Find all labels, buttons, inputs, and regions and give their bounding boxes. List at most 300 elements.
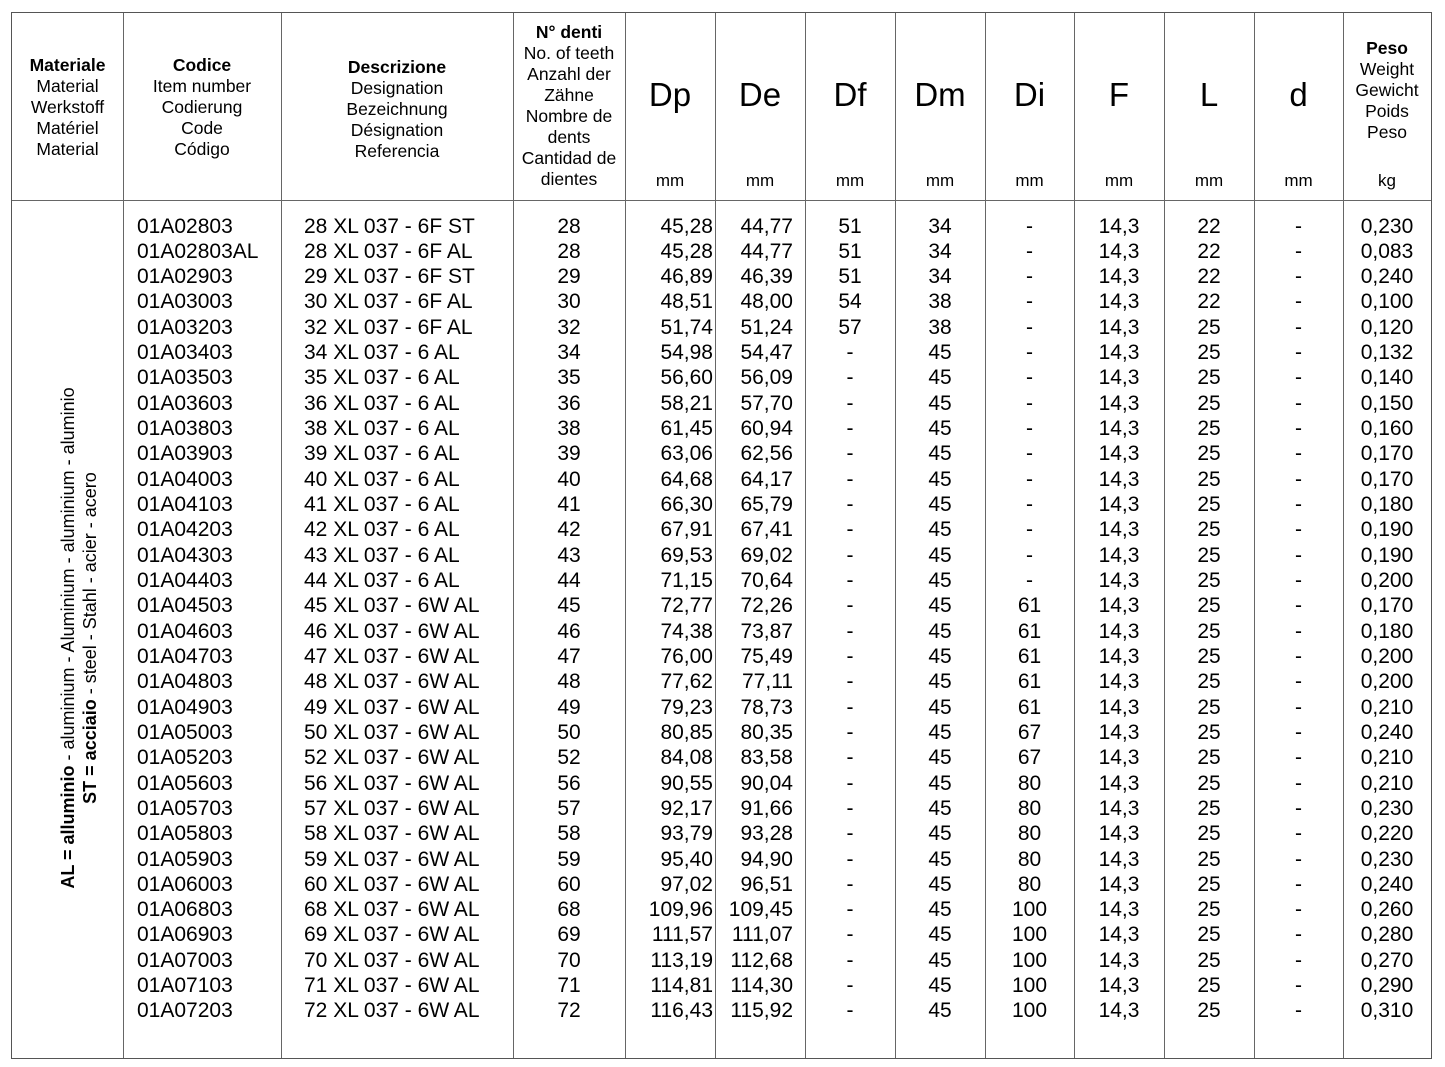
cell-de: 91,66 — [740, 796, 793, 820]
cell-di: - — [1026, 518, 1033, 542]
header-dm: Dm mm — [914, 76, 966, 190]
cell-dm: 45 — [928, 518, 952, 542]
cell-f: 14,3 — [1098, 341, 1140, 365]
cell-l: 25 — [1197, 948, 1221, 972]
header-di: Di mm — [1013, 76, 1046, 190]
header-line: Materiale — [29, 55, 106, 75]
cell-f: 14,3 — [1098, 265, 1140, 289]
cell-de: 77,11 — [742, 670, 793, 694]
cell-f: 14,3 — [1098, 594, 1140, 618]
cell-codice: 01A04203 — [137, 518, 233, 542]
cell-descrizione: 70 XL 037 - 6W AL — [304, 948, 480, 972]
cell-dm: 45 — [928, 417, 952, 441]
cell-de: 56,09 — [740, 366, 793, 390]
cell-peso: 0,120 — [1360, 315, 1414, 339]
cell-f: 14,3 — [1098, 239, 1140, 263]
cell-f: 14,3 — [1098, 872, 1140, 896]
cell-d: - — [1295, 315, 1302, 339]
cell-f: 14,3 — [1098, 543, 1140, 567]
cell-de: 57,70 — [740, 391, 793, 415]
cell-d: - — [1295, 467, 1302, 491]
cell-df: - — [846, 391, 854, 415]
cell-codice: 01A04503 — [137, 594, 233, 618]
cell-de: 75,49 — [740, 644, 793, 668]
cell-codice: 01A03903 — [137, 442, 233, 466]
cell-dp: 109,96 — [648, 898, 713, 922]
cell-denti: 40 — [557, 467, 581, 491]
cell-d: - — [1295, 442, 1302, 466]
cell-descrizione: 28 XL 037 - 6F ST — [304, 214, 475, 238]
cell-codice: 01A04803 — [137, 670, 233, 694]
cell-d: - — [1295, 518, 1302, 542]
cell-dm: 45 — [928, 822, 952, 846]
header-line: Bezeichnung — [346, 99, 448, 119]
cell-dm: 45 — [928, 619, 952, 643]
cell-codice: 01A07203 — [137, 999, 233, 1023]
cell-dm: 38 — [928, 290, 952, 314]
cell-f: 14,3 — [1098, 518, 1140, 542]
cell-d: - — [1295, 974, 1302, 998]
cell-descrizione: 44 XL 037 - 6 AL — [304, 568, 460, 592]
cell-dp: 79,23 — [660, 695, 713, 719]
cell-df: - — [846, 974, 854, 998]
cell-codice: 01A04403 — [137, 568, 233, 592]
cell-de: 44,77 — [740, 214, 793, 238]
cell-f: 14,3 — [1098, 366, 1140, 390]
cell-d: - — [1295, 417, 1302, 441]
cell-de: 83,58 — [740, 746, 793, 770]
cell-descrizione: 43 XL 037 - 6 AL — [304, 543, 460, 567]
cell-dp: 58,21 — [660, 391, 713, 415]
cell-denti: 41 — [557, 493, 581, 517]
cell-l: 25 — [1197, 847, 1221, 871]
cell-d: - — [1295, 644, 1302, 668]
cell-peso: 0,220 — [1360, 822, 1414, 846]
header-line: Peso — [1366, 38, 1408, 58]
cell-codice: 01A07103 — [137, 974, 233, 998]
cell-descrizione: 42 XL 037 - 6 AL — [304, 518, 460, 542]
cell-df: - — [846, 644, 854, 668]
cell-codice: 01A06903 — [137, 923, 233, 947]
cell-descrizione: 57 XL 037 - 6W AL — [304, 796, 480, 820]
cell-peso: 0,280 — [1360, 923, 1414, 947]
cell-d: - — [1295, 265, 1302, 289]
cell-di: 61 — [1017, 644, 1042, 668]
cell-f: 14,3 — [1098, 493, 1140, 517]
cell-dp: 74,38 — [660, 619, 713, 643]
cell-d: - — [1295, 720, 1302, 744]
cell-dm: 45 — [928, 543, 952, 567]
cell-de: 69,02 — [740, 543, 793, 567]
cell-l: 25 — [1197, 644, 1221, 668]
cell-denti: 70 — [557, 948, 581, 972]
cell-dp: 45,28 — [660, 214, 713, 238]
cell-dm: 45 — [928, 720, 952, 744]
cell-d: - — [1295, 619, 1302, 643]
cell-codice: 01A07003 — [137, 948, 233, 972]
cell-descrizione: 34 XL 037 - 6 AL — [304, 341, 460, 365]
cell-codice: 01A02803AL — [137, 239, 259, 263]
cell-di: 67 — [1017, 720, 1042, 744]
cell-df: - — [846, 417, 854, 441]
cell-f: 14,3 — [1098, 568, 1140, 592]
cell-peso: 0,140 — [1360, 366, 1414, 390]
cell-codice: 01A04003 — [137, 467, 233, 491]
cell-df: - — [846, 822, 854, 846]
header-line: Werkstoff — [30, 97, 105, 117]
cell-codice: 01A05003 — [137, 720, 233, 744]
header-line: Item number — [152, 76, 252, 96]
cell-descrizione: 50 XL 037 - 6W AL — [304, 720, 480, 744]
cell-descrizione: 72 XL 037 - 6W AL — [304, 999, 480, 1023]
header-line: Zähne — [544, 85, 594, 105]
cell-peso: 0,240 — [1360, 265, 1414, 289]
cell-dm: 45 — [928, 923, 952, 947]
cell-codice: 01A05703 — [137, 796, 233, 820]
cell-dm: 45 — [928, 341, 952, 365]
cell-dm: 45 — [928, 442, 952, 466]
cell-de: 78,73 — [740, 695, 793, 719]
cell-denti: 44 — [557, 568, 581, 592]
header-line: Weight — [1359, 59, 1415, 79]
cell-f: 14,3 — [1098, 695, 1140, 719]
cell-df: - — [846, 366, 854, 390]
cell-di: - — [1026, 493, 1033, 517]
cell-de: 44,77 — [740, 239, 793, 263]
cell-di: - — [1026, 568, 1033, 592]
cell-l: 25 — [1197, 341, 1221, 365]
cell-dm: 45 — [928, 746, 952, 770]
cell-l: 25 — [1197, 999, 1221, 1023]
cell-dm: 45 — [928, 796, 952, 820]
cell-l: 25 — [1197, 746, 1221, 770]
cell-de: 64,17 — [740, 467, 793, 491]
cell-codice: 01A04903 — [137, 695, 233, 719]
header-line: dientes — [540, 169, 598, 189]
cell-dp: 111,57 — [651, 923, 713, 947]
cell-l: 25 — [1197, 315, 1221, 339]
cell-dm: 45 — [928, 771, 952, 795]
cell-dp: 90,55 — [660, 771, 713, 795]
cell-df: - — [846, 898, 854, 922]
header-peso: Peso Weight Gewicht Poids Peso kg — [1343, 13, 1431, 200]
cell-dp: 80,85 — [660, 720, 713, 744]
cell-l: 25 — [1197, 771, 1221, 795]
cell-d: - — [1295, 746, 1302, 770]
cell-de: 70,64 — [740, 568, 793, 592]
cell-peso: 0,180 — [1360, 619, 1414, 643]
cell-descrizione: 45 XL 037 - 6W AL — [304, 594, 480, 618]
cell-peso: 0,210 — [1360, 746, 1414, 770]
cell-l: 22 — [1197, 290, 1221, 314]
header-line: Code — [181, 118, 223, 138]
cell-f: 14,3 — [1098, 948, 1140, 972]
cell-de: 72,26 — [740, 594, 793, 618]
cell-codice: 01A03803 — [137, 417, 233, 441]
cell-d: - — [1295, 493, 1302, 517]
cell-f: 14,3 — [1098, 467, 1140, 491]
cell-d: - — [1295, 695, 1302, 719]
cell-descrizione: 40 XL 037 - 6 AL — [304, 467, 460, 491]
cell-l: 25 — [1197, 720, 1221, 744]
cell-peso: 0,100 — [1360, 290, 1414, 314]
cell-dp: 113,19 — [650, 948, 713, 972]
cell-denti: 28 — [557, 214, 581, 238]
cell-d: - — [1295, 796, 1302, 820]
cell-dp: 114,81 — [650, 974, 713, 998]
cell-f: 14,3 — [1098, 619, 1140, 643]
cell-descrizione: 71 XL 037 - 6W AL — [304, 974, 480, 998]
cell-denti: 50 — [557, 720, 581, 744]
cell-df: - — [846, 594, 854, 618]
cell-di: - — [1026, 315, 1033, 339]
cell-d: - — [1295, 391, 1302, 415]
cell-l: 25 — [1197, 366, 1221, 390]
cell-dp: 92,17 — [660, 796, 713, 820]
cell-df: 54 — [838, 290, 862, 314]
cell-d: - — [1295, 290, 1302, 314]
cell-codice: 01A05903 — [137, 847, 233, 871]
cell-descrizione: 58 XL 037 - 6W AL — [304, 822, 480, 846]
cell-di: - — [1026, 214, 1033, 238]
cell-peso: 0,240 — [1360, 720, 1414, 744]
cell-di: - — [1026, 543, 1033, 567]
cell-descrizione: 49 XL 037 - 6W AL — [304, 695, 480, 719]
cell-dm: 45 — [928, 948, 952, 972]
cell-descrizione: 28 XL 037 - 6F AL — [304, 239, 473, 263]
cell-d: - — [1295, 847, 1302, 871]
cell-codice: 01A04703 — [137, 644, 233, 668]
cell-dp: 54,98 — [660, 341, 713, 365]
cell-di: 100 — [1011, 999, 1048, 1023]
cell-dm: 45 — [928, 467, 952, 491]
cell-peso: 0,083 — [1360, 239, 1414, 263]
cell-peso: 0,170 — [1360, 442, 1414, 466]
cell-de: 73,87 — [740, 619, 793, 643]
cell-df: - — [846, 670, 854, 694]
cell-d: - — [1295, 948, 1302, 972]
cell-l: 25 — [1197, 391, 1221, 415]
header-line: Peso — [1367, 122, 1407, 142]
cell-di: - — [1026, 417, 1033, 441]
material-note-al: AL = alluminio - aluminium - Aluminium - aluminium - aluminio — [58, 387, 78, 889]
cell-d: - — [1295, 594, 1302, 618]
cell-dm: 45 — [928, 695, 952, 719]
cell-f: 14,3 — [1098, 822, 1140, 846]
cell-di: 61 — [1017, 695, 1042, 719]
cell-df: - — [846, 948, 854, 972]
header-dp: Dp mm — [648, 76, 692, 190]
cell-dp: 84,08 — [660, 746, 713, 770]
cell-denti: 60 — [557, 872, 581, 896]
cell-descrizione: 41 XL 037 - 6 AL — [304, 493, 460, 517]
cell-l: 22 — [1197, 265, 1221, 289]
cell-di: 100 — [1011, 898, 1048, 922]
cell-d: - — [1295, 543, 1302, 567]
cell-di: 100 — [1011, 974, 1048, 998]
cell-df: - — [846, 999, 854, 1023]
cell-dp: 71,15 — [660, 568, 713, 592]
cell-di: 80 — [1017, 872, 1042, 896]
cell-descrizione: 46 XL 037 - 6W AL — [304, 619, 480, 643]
cell-de: 93,28 — [740, 822, 793, 846]
cell-peso: 0,190 — [1360, 543, 1414, 567]
cell-di: 100 — [1011, 948, 1048, 972]
cell-f: 14,3 — [1098, 771, 1140, 795]
cell-d: - — [1295, 999, 1302, 1023]
cell-codice: 01A05603 — [137, 771, 233, 795]
cell-dp: 77,62 — [660, 670, 713, 694]
cell-d: - — [1295, 239, 1302, 263]
cell-f: 14,3 — [1098, 315, 1140, 339]
cell-df: - — [846, 493, 854, 517]
cell-denti: 34 — [557, 341, 581, 365]
cell-peso: 0,132 — [1360, 341, 1414, 365]
cell-l: 25 — [1197, 417, 1221, 441]
header-l: L mm — [1194, 76, 1224, 190]
cell-denti: 59 — [557, 847, 581, 871]
cell-codice: 01A03003 — [137, 290, 233, 314]
cell-peso: 0,290 — [1360, 974, 1414, 998]
cell-peso: 0,230 — [1360, 847, 1414, 871]
cell-codice: 01A03203 — [137, 315, 233, 339]
cell-denti: 28 — [557, 239, 581, 263]
cell-denti: 57 — [557, 796, 581, 820]
cell-denti: 43 — [557, 543, 581, 567]
cell-denti: 30 — [557, 290, 581, 314]
cell-descrizione: 29 XL 037 - 6F ST — [304, 265, 475, 289]
material-note — [57, 378, 101, 898]
cell-di: 80 — [1017, 796, 1042, 820]
header-line: Poids — [1365, 101, 1409, 121]
cell-codice: 01A04603 — [137, 619, 233, 643]
cell-de: 80,35 — [740, 720, 793, 744]
cell-dp: 69,53 — [660, 543, 713, 567]
cell-descrizione: 69 XL 037 - 6W AL — [304, 923, 480, 947]
cell-peso: 0,160 — [1360, 417, 1414, 441]
cell-peso: 0,170 — [1360, 467, 1414, 491]
cell-dp: 67,91 — [660, 518, 713, 542]
cell-peso: 0,150 — [1360, 391, 1414, 415]
header-line: Codierung — [161, 97, 243, 117]
cell-dp: 48,51 — [660, 290, 713, 314]
cell-de: 51,24 — [740, 315, 793, 339]
cell-descrizione: 38 XL 037 - 6 AL — [304, 417, 460, 441]
cell-de: 54,47 — [740, 341, 793, 365]
cell-l: 25 — [1197, 467, 1221, 491]
cell-di: - — [1026, 442, 1033, 466]
header-d: d mm — [1284, 76, 1313, 190]
cell-dm: 38 — [928, 315, 952, 339]
header-de: De mm — [738, 76, 782, 190]
cell-dp: 63,06 — [660, 442, 713, 466]
cell-df: 51 — [838, 214, 862, 238]
cell-codice: 01A03403 — [137, 341, 233, 365]
cell-l: 25 — [1197, 493, 1221, 517]
cell-denti: 46 — [557, 619, 581, 643]
cell-denti: 48 — [557, 670, 581, 694]
header-df: Df mm — [833, 76, 867, 190]
header-line: Material — [36, 76, 99, 96]
cell-de: 46,39 — [740, 265, 793, 289]
cell-peso: 0,310 — [1360, 999, 1414, 1023]
cell-f: 14,3 — [1098, 644, 1140, 668]
cell-f: 14,3 — [1098, 999, 1140, 1023]
cell-d: - — [1295, 568, 1302, 592]
cell-l: 25 — [1197, 670, 1221, 694]
cell-peso: 0,210 — [1360, 771, 1414, 795]
cell-de: 115,92 — [730, 999, 793, 1023]
cell-dm: 45 — [928, 974, 952, 998]
cell-descrizione: 59 XL 037 - 6W AL — [304, 847, 480, 871]
cell-dp: 66,30 — [660, 493, 713, 517]
cell-de: 60,94 — [740, 417, 793, 441]
header-line: Nombre de — [525, 106, 613, 126]
cell-denti: 42 — [557, 518, 581, 542]
cell-di: 100 — [1011, 923, 1048, 947]
cell-dm: 45 — [928, 366, 952, 390]
cell-peso: 0,190 — [1360, 518, 1414, 542]
cell-peso: 0,200 — [1360, 568, 1414, 592]
cell-df: - — [846, 695, 854, 719]
header-line: N° denti — [535, 22, 603, 42]
cell-descrizione: 60 XL 037 - 6W AL — [304, 872, 480, 896]
cell-descrizione: 68 XL 037 - 6W AL — [304, 898, 480, 922]
cell-f: 14,3 — [1098, 670, 1140, 694]
cell-di: 61 — [1017, 670, 1042, 694]
cell-de: 62,56 — [740, 442, 793, 466]
cell-descrizione: 35 XL 037 - 6 AL — [304, 366, 460, 390]
cell-denti: 47 — [557, 644, 581, 668]
cell-dp: 45,28 — [660, 239, 713, 263]
cell-df: 51 — [838, 239, 862, 263]
cell-codice: 01A06803 — [137, 898, 233, 922]
cell-df: - — [846, 923, 854, 947]
cell-dm: 45 — [928, 872, 952, 896]
cell-df: - — [846, 341, 854, 365]
cell-denti: 36 — [557, 391, 581, 415]
header-codice — [123, 13, 281, 200]
header-denti — [513, 13, 625, 200]
cell-de: 65,79 — [740, 493, 793, 517]
cell-dp: 46,89 — [660, 265, 713, 289]
header-materiale — [12, 13, 123, 200]
cell-l: 25 — [1197, 619, 1221, 643]
cell-denti: 56 — [557, 771, 581, 795]
cell-dp: 51,74 — [660, 315, 713, 339]
cell-d: - — [1295, 771, 1302, 795]
cell-codice: 01A04103 — [137, 493, 233, 517]
cell-dm: 45 — [928, 644, 952, 668]
cell-denti: 39 — [557, 442, 581, 466]
cell-f: 14,3 — [1098, 417, 1140, 441]
cell-dp: 116,43 — [650, 999, 713, 1023]
cell-di: - — [1026, 239, 1033, 263]
cell-d: - — [1295, 898, 1302, 922]
pulley-spec-table — [11, 12, 1432, 1059]
cell-denti: 38 — [557, 417, 581, 441]
cell-di: 80 — [1017, 822, 1042, 846]
cell-codice: 01A05203 — [137, 746, 233, 770]
cell-denti: 71 — [557, 974, 581, 998]
cell-de: 90,04 — [740, 771, 793, 795]
cell-di: 80 — [1017, 771, 1042, 795]
cell-dp: 61,45 — [660, 417, 713, 441]
header-divider — [12, 200, 1431, 201]
cell-de: 96,51 — [740, 872, 793, 896]
cell-df: - — [846, 467, 854, 491]
cell-denti: 32 — [557, 315, 581, 339]
